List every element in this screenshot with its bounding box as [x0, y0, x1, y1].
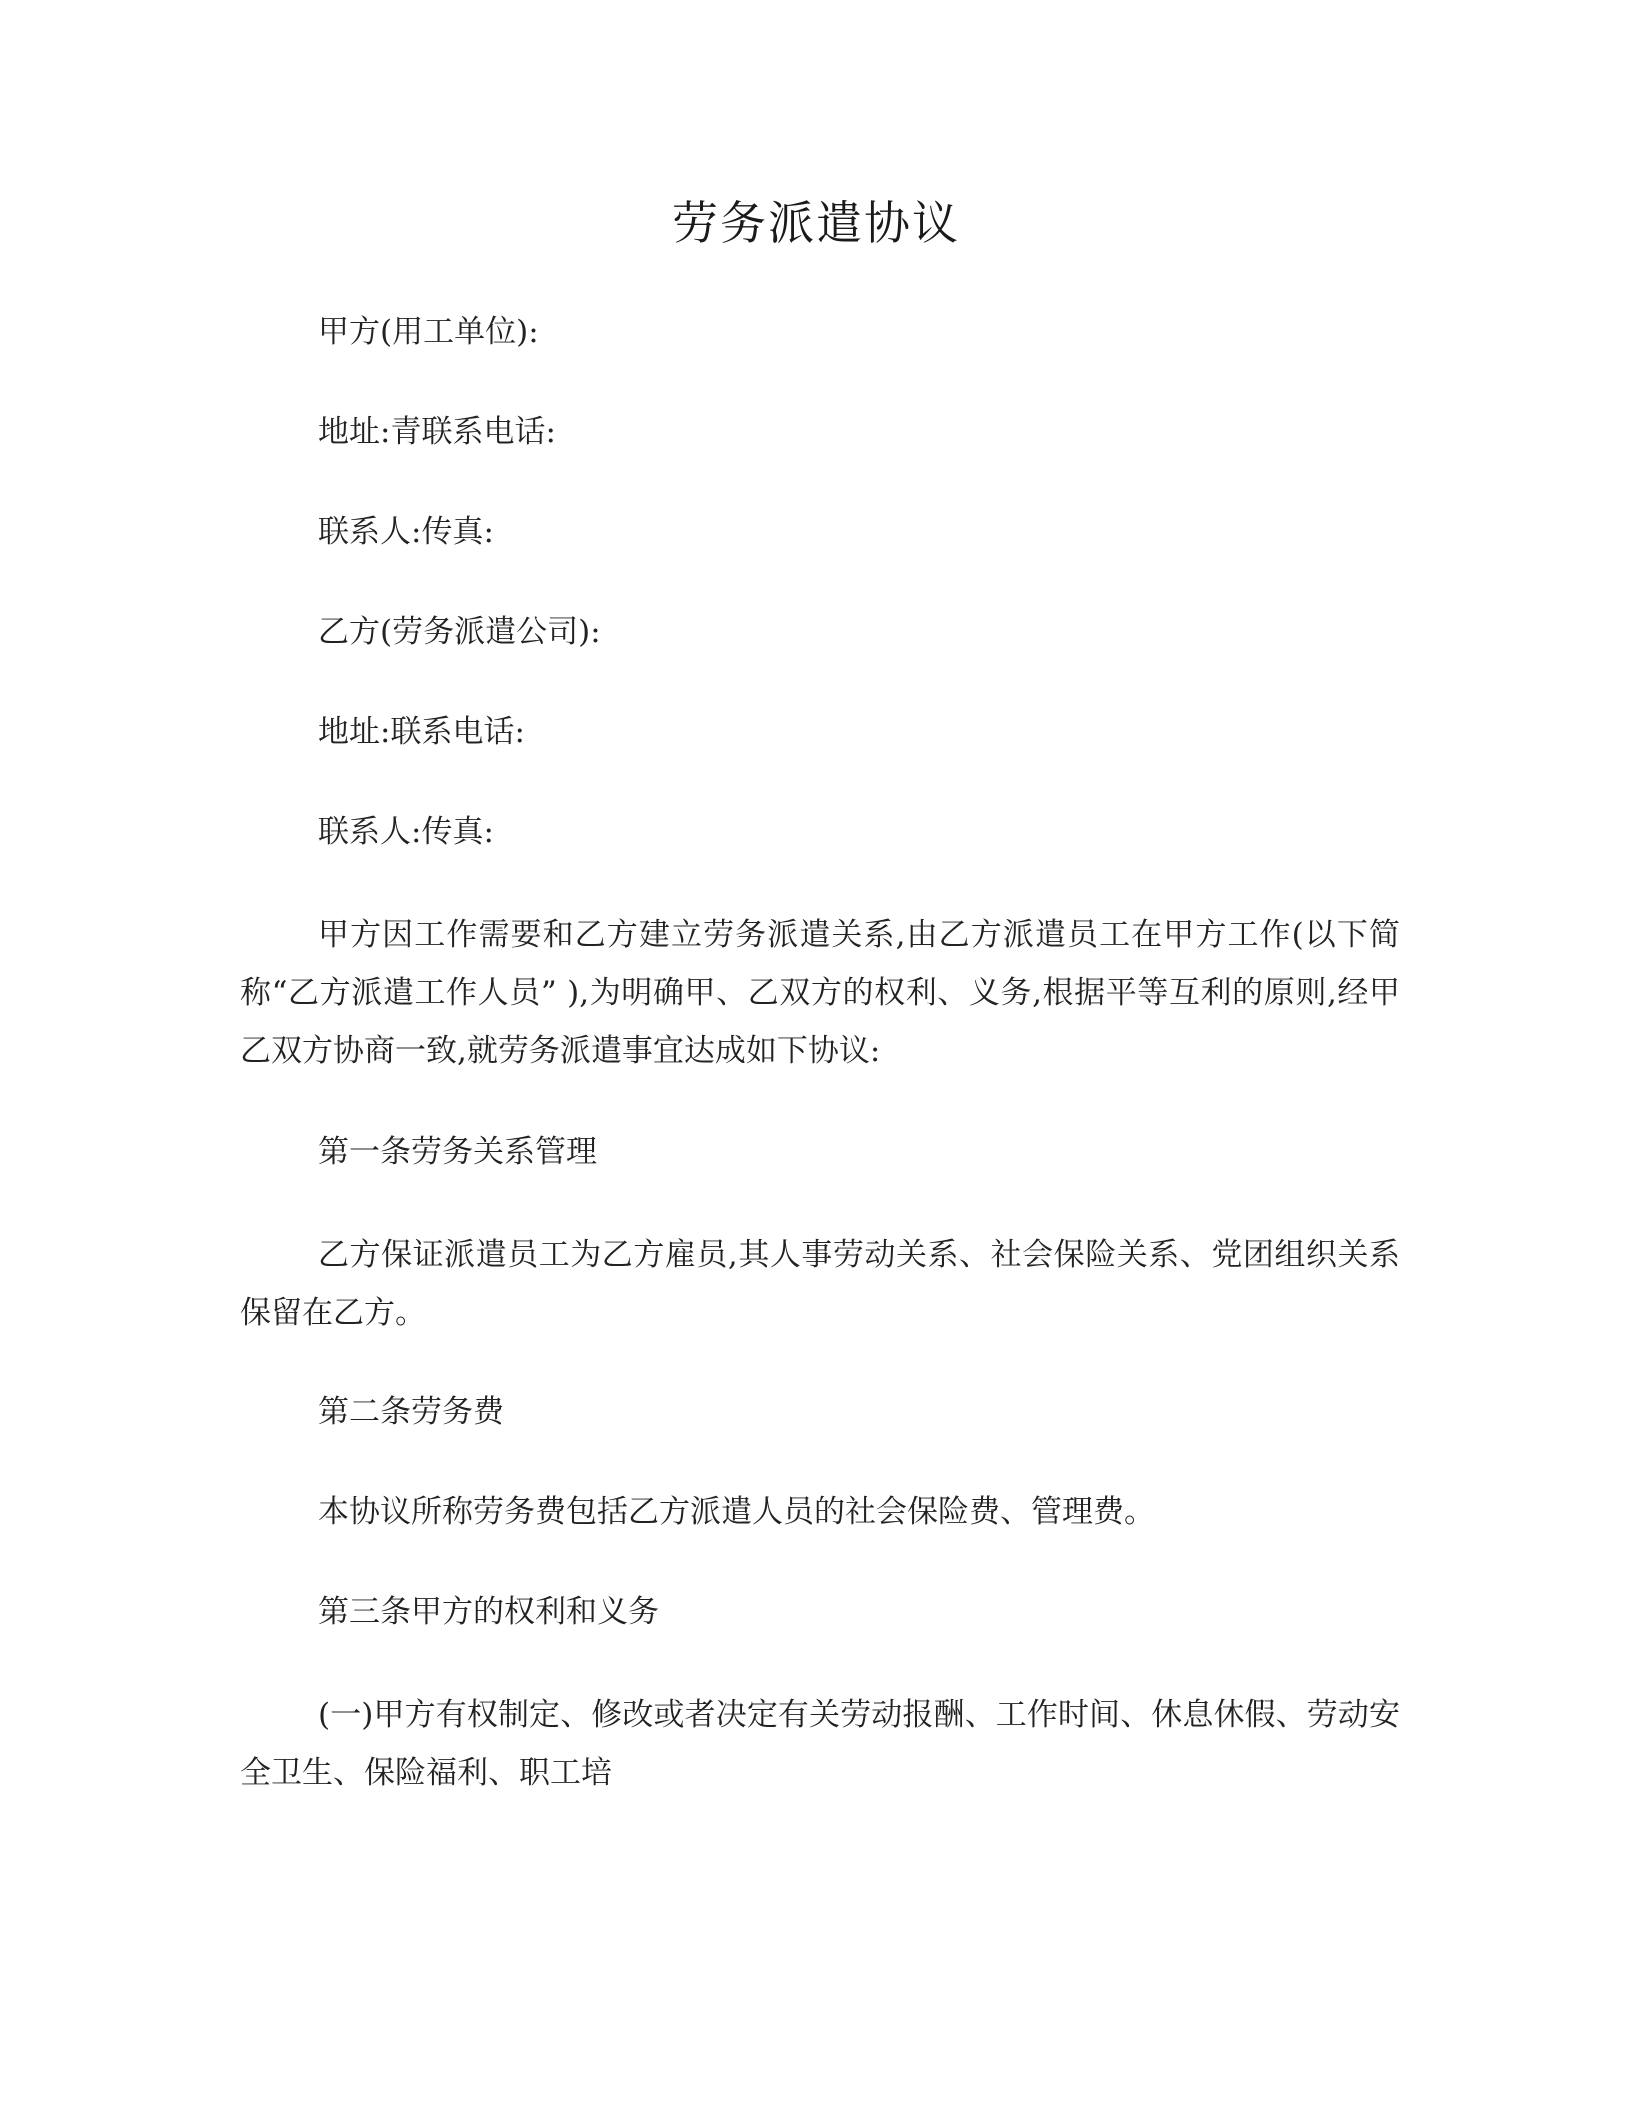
article2-body: 本协议所称劳务费包括乙方派遣人员的社会保险费、管理费。 [318, 1494, 1155, 1530]
article3-heading: 第三条甲方的权利和义务 [318, 1594, 659, 1630]
article3-item1: (一)甲方有权制定、修改或者决定有关劳动报酬、工作时间、休息休假、劳动安全卫生、保险福利、职工培 [240, 1697, 1400, 1791]
party-a-name-label: 甲方(用工单位): [318, 314, 539, 350]
article1-body: 乙方保证派遣员工为乙方雇员,其人事劳动关系、社会保险关系、党团组织关系保留在乙方。 [240, 1237, 1400, 1331]
article1-heading: 第一条劳务关系管理 [318, 1134, 597, 1170]
article2-heading: 第二条劳务费 [318, 1394, 504, 1430]
preamble-paragraph: 甲方因工作需要和乙方建立劳务派遣关系,由乙方派遣员工在甲方工作(以下简称“乙方派遣工作人员” ),为明确甲、乙双方的权利、义务,根据平等互利的原则,经甲乙双方协商一致,就劳务派遣事宜达成如下协议: [240, 917, 1400, 1069]
party-b-address-label: 地址:联系电话: [318, 714, 525, 750]
party-b-name-label: 乙方(劳务派遣公司): [318, 614, 601, 650]
party-b-contact-label: 联系人:传真: [318, 814, 494, 850]
document-title: 劳务派遣协议 [672, 196, 960, 250]
party-a-address-label: 地址:青联系电话: [318, 414, 556, 450]
party-a-contact-label: 联系人:传真: [318, 514, 494, 550]
